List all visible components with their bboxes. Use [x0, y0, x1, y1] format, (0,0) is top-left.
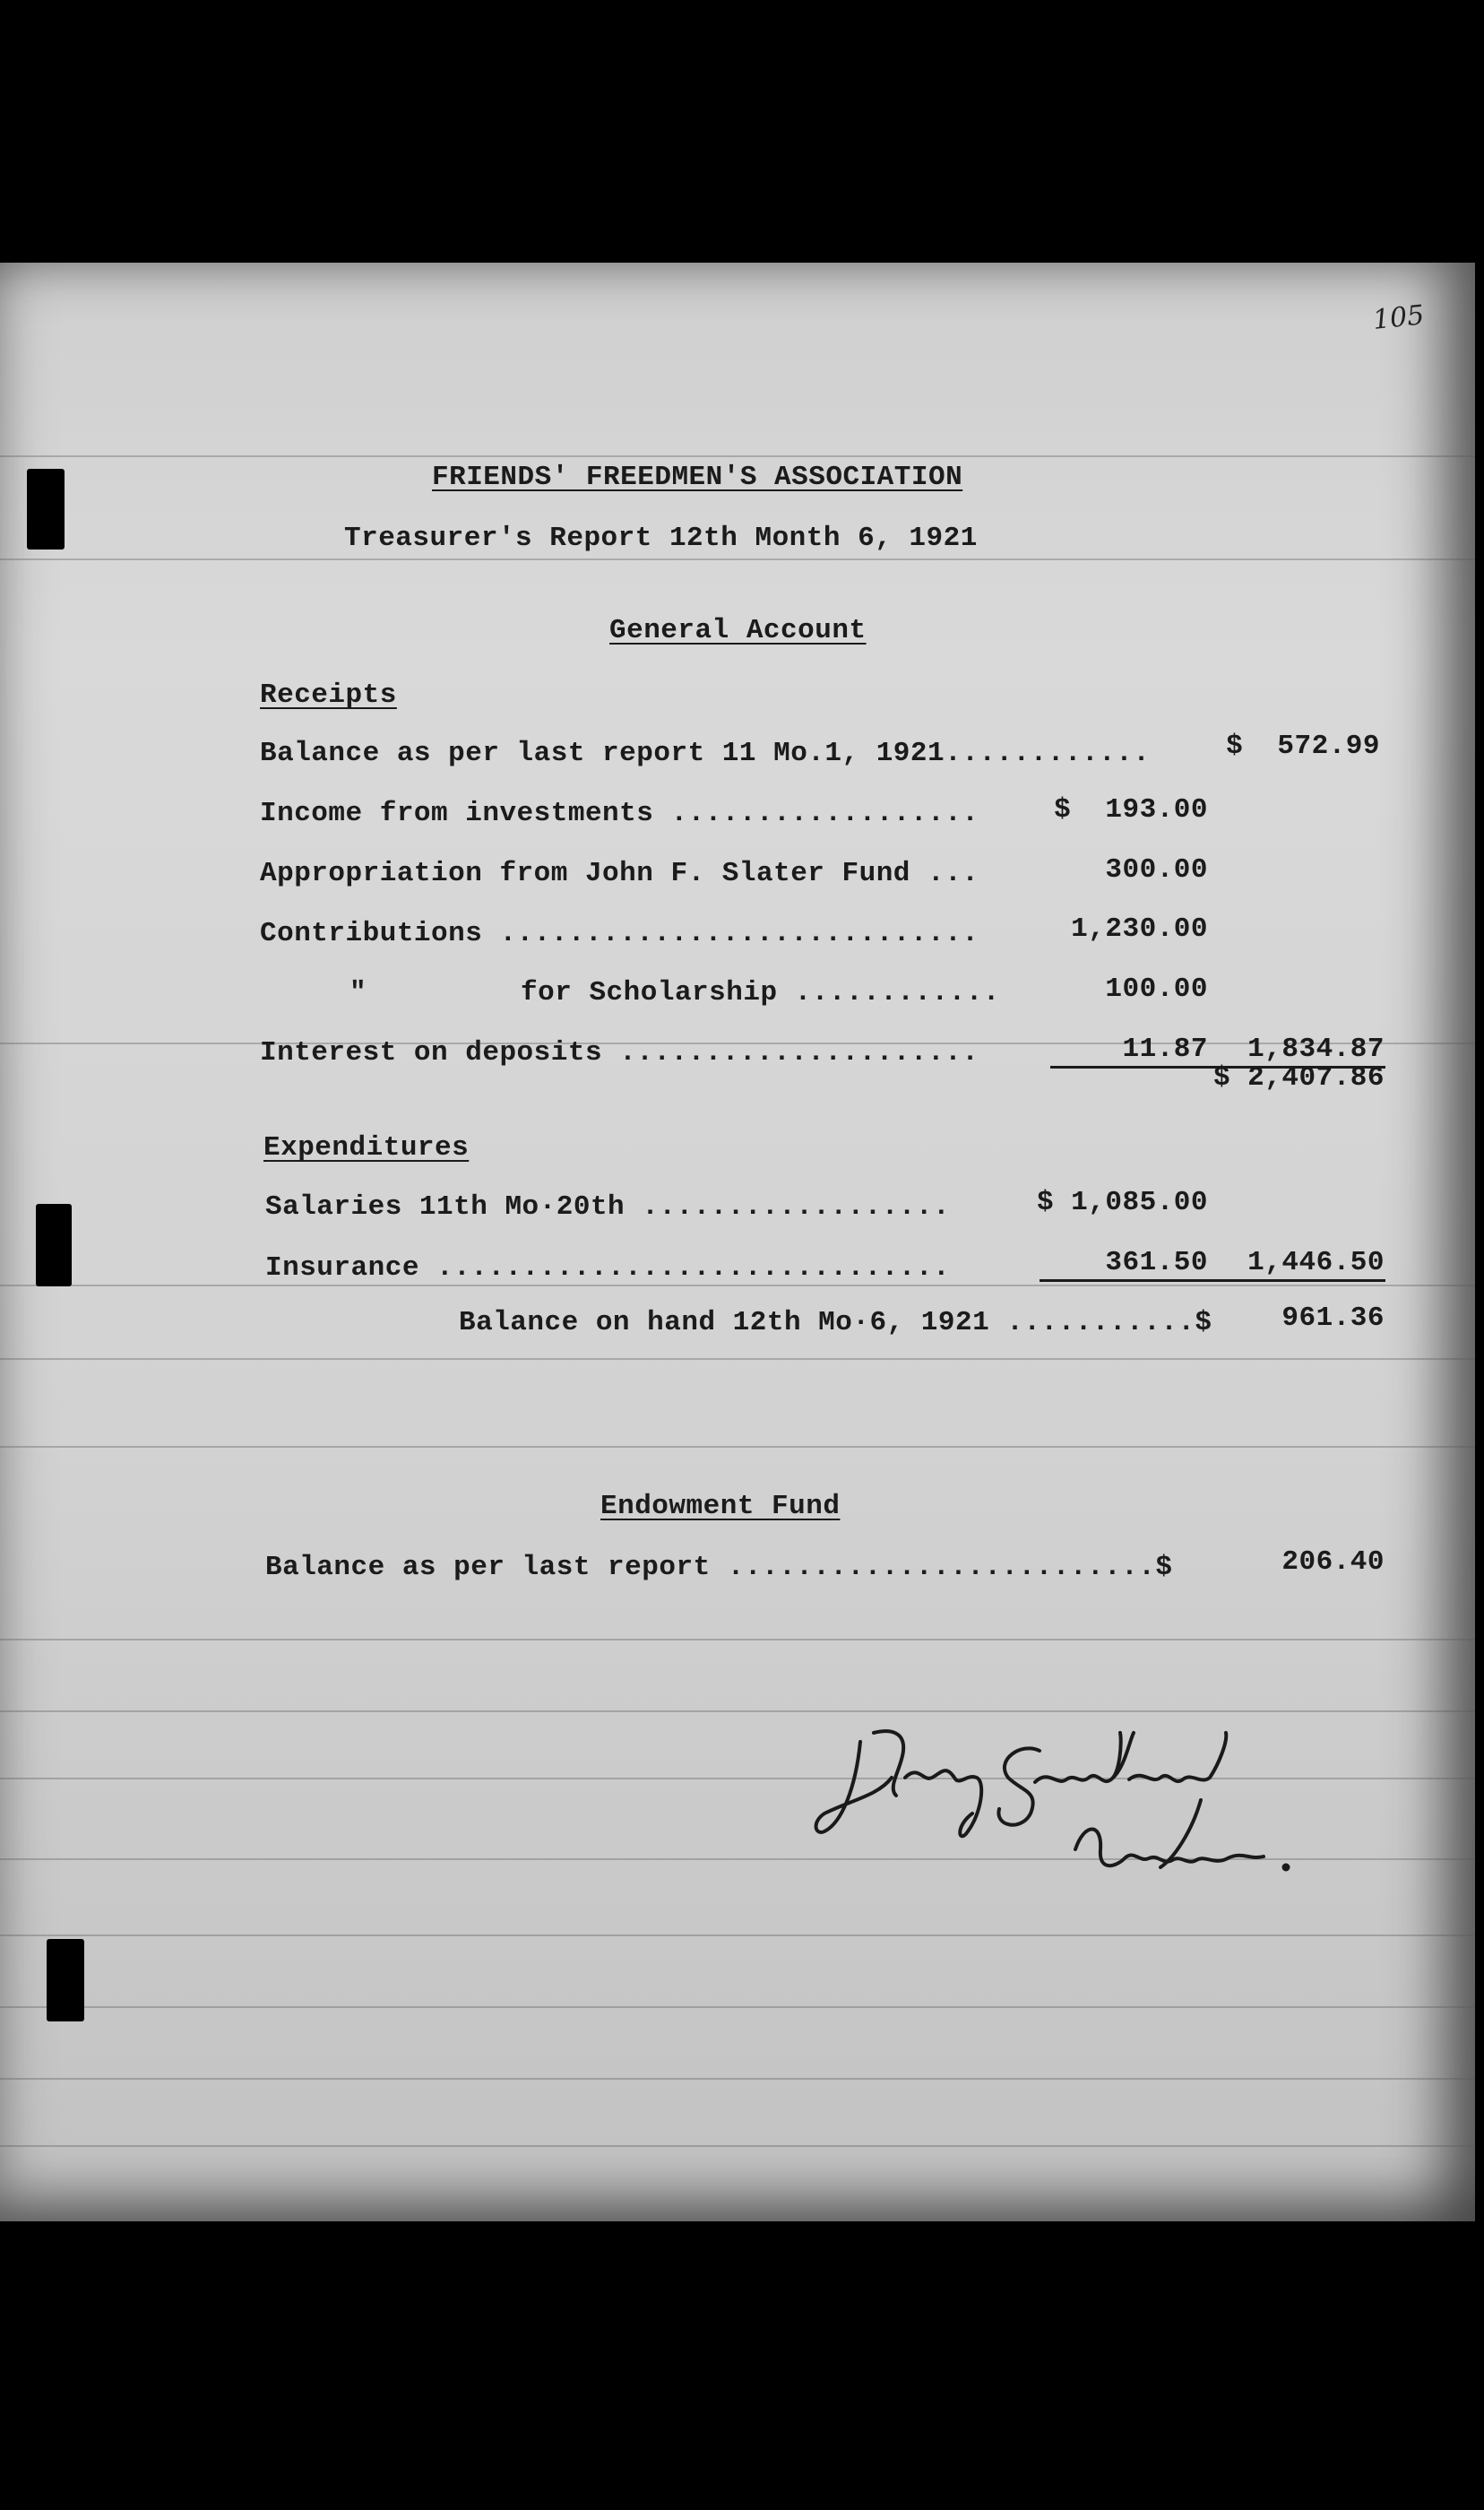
- receipt-amount-scholarship: 100.00: [1105, 974, 1208, 1005]
- punch-hole-bottom: [47, 1939, 84, 2021]
- expenditure-label-salaries: Salaries 11th Mo·20th ..................: [265, 1191, 951, 1223]
- receipts-heading: Receipts: [260, 679, 397, 711]
- balance-on-hand-value: 961.36: [1281, 1303, 1385, 1334]
- receipt-amount-income: $ 193.00: [1054, 794, 1208, 826]
- endowment-fund-heading: Endowment Fund: [600, 1491, 841, 1522]
- document-subtitle: Treasurer's Report 12th Month 6, 1921: [344, 523, 978, 554]
- receipts-balance-value: $ 572.99: [1226, 731, 1380, 762]
- expenditures-heading: Expenditures: [263, 1132, 470, 1164]
- page-number: 105: [1371, 299, 1426, 336]
- expenditures-sum-line: [1040, 1279, 1385, 1282]
- receipt-label-appropriation: Appropriation from John F. Slater Fund ...: [260, 858, 979, 889]
- receipt-amount-interest: 11.87: [1122, 1034, 1208, 1065]
- expenditure-label-insurance: Insurance ..............................: [265, 1252, 951, 1284]
- balance-on-hand-label: Balance on hand 12th Mo·6, 1921 ...........$: [459, 1307, 1212, 1338]
- receipt-label-income: Income from investments ..................: [260, 798, 979, 829]
- receipts-balance-label: Balance as per last report 11 Mo.1, 1921............: [260, 738, 1151, 769]
- receipts-total: $ 2,407.86: [1212, 1062, 1385, 1094]
- general-account-heading: General Account: [609, 615, 867, 646]
- receipt-label-contributions: Contributions ............................: [260, 918, 979, 949]
- expenditures-subtotal: 1,446.50: [1247, 1247, 1385, 1278]
- receipt-amount-contributions: 1,230.00: [1071, 913, 1208, 945]
- document-title: FRIENDS' FREEDMEN'S ASSOCIATION: [432, 462, 963, 493]
- receipt-amount-appropriation: 300.00: [1105, 854, 1208, 886]
- expenditure-amount-insurance: 361.50: [1105, 1247, 1208, 1278]
- receipt-label-interest: Interest on deposits .....................: [260, 1037, 979, 1069]
- punch-hole-top: [27, 469, 65, 550]
- document-page: [0, 263, 1475, 2221]
- receipt-label-scholarship: " for Scholarship ............: [349, 977, 1000, 1008]
- endowment-balance-value: 206.40: [1281, 1546, 1385, 1578]
- endowment-balance-label: Balance as per last report .........................$: [265, 1552, 1173, 1583]
- treasurer-signature: [807, 1715, 1308, 1894]
- receipts-subtotal: 1,834.87: [1247, 1034, 1385, 1065]
- punch-hole-middle: [36, 1204, 72, 1286]
- expenditure-amount-salaries: $ 1,085.00: [1036, 1187, 1208, 1218]
